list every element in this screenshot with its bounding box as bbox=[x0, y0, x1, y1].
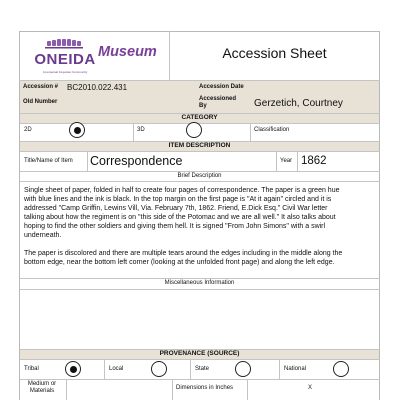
title-field[interactable]: Correspondence bbox=[90, 154, 183, 168]
description-line: bottom edge, near the bottom left corner (looking at the unfolded front page) and along the left edge. bbox=[24, 259, 335, 266]
divider-line bbox=[19, 278, 380, 279]
logo-emblem-icon bbox=[30, 37, 100, 51]
year-field[interactable]: 1862 bbox=[301, 155, 327, 167]
divider-line bbox=[190, 359, 191, 379]
description-line: The paper is discolored and there are multiple tears around the edges including in the middle along the bbox=[24, 250, 343, 257]
divider-line bbox=[19, 289, 380, 290]
provenance-state-radio[interactable] bbox=[235, 361, 251, 377]
sheet-title: Accession Sheet bbox=[222, 45, 327, 61]
divider-line bbox=[19, 80, 380, 81]
dimensions-label: Dimensions in Inches bbox=[176, 385, 234, 391]
provenance-national-label: National bbox=[284, 366, 307, 372]
description-line: Single sheet of paper, folded in half to create four pages of correspondence. The paper is a green hue bbox=[24, 187, 340, 194]
accession-date-field[interactable] bbox=[255, 83, 375, 92]
divider-line bbox=[19, 141, 380, 142]
item-description-heading: ITEM DESCRIPTION bbox=[20, 141, 379, 151]
title-label: Title/Name of Item bbox=[24, 158, 73, 164]
logo-wordmark: ONEIDA bbox=[34, 51, 96, 68]
provenance-national-radio[interactable] bbox=[333, 361, 349, 377]
category-2d-radio[interactable] bbox=[69, 122, 85, 138]
divider-line bbox=[19, 181, 380, 182]
accessioned-by-field[interactable]: Gerzetich, Courtney bbox=[254, 98, 343, 109]
description-line: with blue lines and the ink is black. In the top margin on the first page is "At it again" circled and it is bbox=[24, 196, 332, 203]
divider-line bbox=[133, 123, 134, 141]
divider-line bbox=[19, 113, 380, 114]
divider-line bbox=[276, 151, 277, 171]
divider-line bbox=[297, 151, 298, 171]
divider-line bbox=[87, 151, 88, 171]
misc-info-label: Miscellaneous Information bbox=[164, 280, 235, 286]
description-line: hoping to find the other soldiers and giving them hell. It is signed "From John Simons" with a swirl bbox=[24, 223, 326, 230]
accessioned-by-label-line-2: By bbox=[199, 103, 207, 109]
description-line: underneath. bbox=[24, 232, 62, 239]
category-3d-radio[interactable] bbox=[186, 122, 202, 138]
provenance-state-label: State bbox=[195, 366, 210, 372]
divider-line bbox=[19, 359, 380, 360]
provenance-local-radio[interactable] bbox=[151, 361, 167, 377]
medium-label-line-1: Medium or bbox=[27, 381, 57, 387]
divider-line bbox=[66, 379, 67, 400]
divider-line bbox=[247, 379, 248, 400]
accessioned-by-label bbox=[199, 96, 236, 110]
divider-line bbox=[19, 349, 380, 350]
description-line: addressed "Camp Griffin, Lewins Vill, Via. February 7th, 1862. Friend, E.Dick Esq." Civil War letter bbox=[24, 205, 328, 212]
divider-line bbox=[19, 379, 380, 380]
divider-line bbox=[19, 171, 380, 172]
category-2d-label: 2D bbox=[24, 127, 32, 133]
logo-tagline: A perpetual Iroquoian Community bbox=[42, 70, 88, 74]
divider-line bbox=[250, 123, 251, 141]
divider-line bbox=[279, 359, 280, 379]
old-number-label: Old Number bbox=[23, 99, 58, 105]
description-line: talking about how the regiment is on "this side of the Potomac and we are all well." It also talks about bbox=[24, 214, 336, 221]
museum-label: Museum bbox=[98, 44, 157, 60]
accessioned-by-label-line-1: Accessioned bbox=[199, 96, 237, 102]
old-number-field[interactable] bbox=[67, 97, 187, 106]
medium-label-line-2: Materials bbox=[29, 388, 55, 394]
medium-materials-field[interactable] bbox=[68, 381, 168, 397]
brief-description-text[interactable] bbox=[24, 186, 376, 267]
category-heading: CATEGORY bbox=[20, 113, 379, 123]
divider-line bbox=[104, 359, 105, 379]
accession-date-label: Accession Date bbox=[199, 84, 244, 90]
accession-number-field[interactable]: BC2010.022.431 bbox=[67, 83, 128, 92]
provenance-tribal-radio[interactable] bbox=[65, 361, 81, 377]
accession-number-label: Accession # bbox=[23, 84, 59, 90]
misc-info-field[interactable] bbox=[22, 291, 377, 347]
oneida-logo bbox=[30, 37, 100, 79]
brief-description-label: Brief Description bbox=[177, 173, 222, 179]
divider-line bbox=[172, 379, 173, 400]
category-3d-label: 3D bbox=[137, 127, 145, 133]
classification-field[interactable] bbox=[300, 125, 376, 137]
provenance-tribal-label: Tribal bbox=[24, 366, 39, 372]
classification-label: Classification bbox=[254, 127, 290, 133]
year-label: Year bbox=[280, 158, 293, 164]
dimensions-separator: X bbox=[308, 385, 313, 391]
provenance-local-label: Local bbox=[109, 366, 124, 372]
provenance-heading: PROVENANCE (SOURCE) bbox=[20, 349, 379, 359]
medium-materials-label bbox=[24, 381, 60, 395]
divider-line bbox=[19, 151, 380, 152]
